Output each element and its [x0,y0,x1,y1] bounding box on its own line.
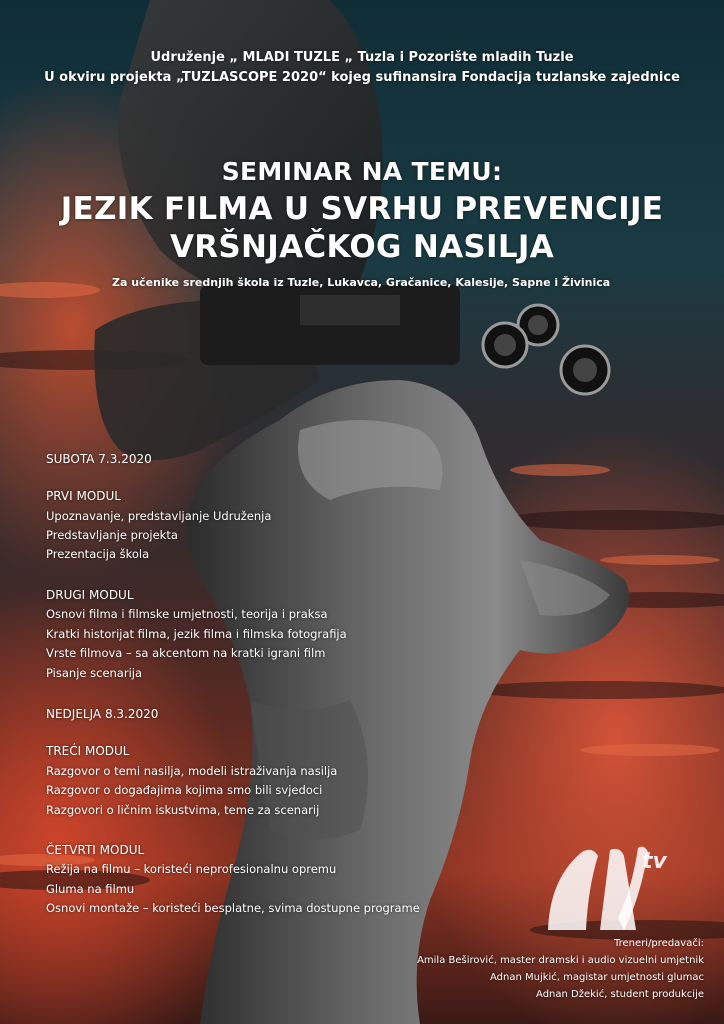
module-3-title: TREĆI MODUL [46,744,130,758]
module-3-item: Razgovor o događajima kojima smo bili svjedoci [46,783,323,797]
trainer-name: Adnan Džekić, student produkcije [536,989,704,1000]
trainers-label: Treneri/predavači: [614,938,704,949]
module-2-title: DRUGI MODUL [46,588,134,602]
title-line-1: JEZIK FILMA U SVRHU PREVENCIJE [60,191,664,227]
module-4-title: ČETVRTI MODUL [46,843,145,857]
module-4-item: Režija na filmu – koristeći neprofesionalnu opremu [46,862,337,876]
module-2-item: Osnovi filma i filmske umjetnosti, teorija i praksa [46,607,328,621]
module-1-item: Prezentacija škola [46,547,150,561]
trainer-name: Adnan Mujkić, magistar umjetnosti glumac [489,972,704,983]
module-2-item: Pisanje scenarija [46,666,143,680]
module-1-item: Predstavljanje projekta [46,528,178,542]
tv-logo-icon [540,838,680,938]
title-line-2: VRŠNJAČKOG NASILJA [169,229,555,265]
module-3-item: Razgovori o ličnim iskustvima, teme za scenarij [46,803,320,817]
organizer-line: Udruženje „ MLADI TUZLE „ Tuzla i Pozorište mladih Tuzle [150,50,574,65]
trainer-name: Amila Beširović, master dramski i audio vizuelni umjetnik [417,955,704,966]
module-1-item: Upoznavanje, predstavljanje Udruženja [46,509,272,523]
module-3-item: Razgovor o temi nasilja, modeli istraživanja nasilja [46,764,338,778]
seminar-label: SEMINAR NA TEMU: [221,157,503,186]
module-2-item: Kratki historijat filma, jezik filma i filmska fotografija [46,627,347,641]
subtitle: Za učenike srednjih škola iz Tuzle, Lukavca, Gračanice, Kalesije, Sapne i Živinica [112,276,611,289]
day-2-date: NEDJELJA 8.3.2020 [46,707,159,721]
module-4-item: Osnovi montaže – koristeći besplatne, svima dostupne programe [46,901,420,915]
module-4-item: Gluma na filmu [46,882,135,896]
day-1-date: SUBOTA 7.3.2020 [46,452,152,466]
module-1-title: PRVI MODUL [46,489,121,503]
module-2-item: Vrste filmova – sa akcentom na kratki igrani film [46,646,326,660]
logo-text: tv [642,849,667,874]
project-line: U okviru projekta „TUZLASCOPE 2020“ kojeg sufinansira Fondacija tuzlanske zajednice [44,70,680,85]
